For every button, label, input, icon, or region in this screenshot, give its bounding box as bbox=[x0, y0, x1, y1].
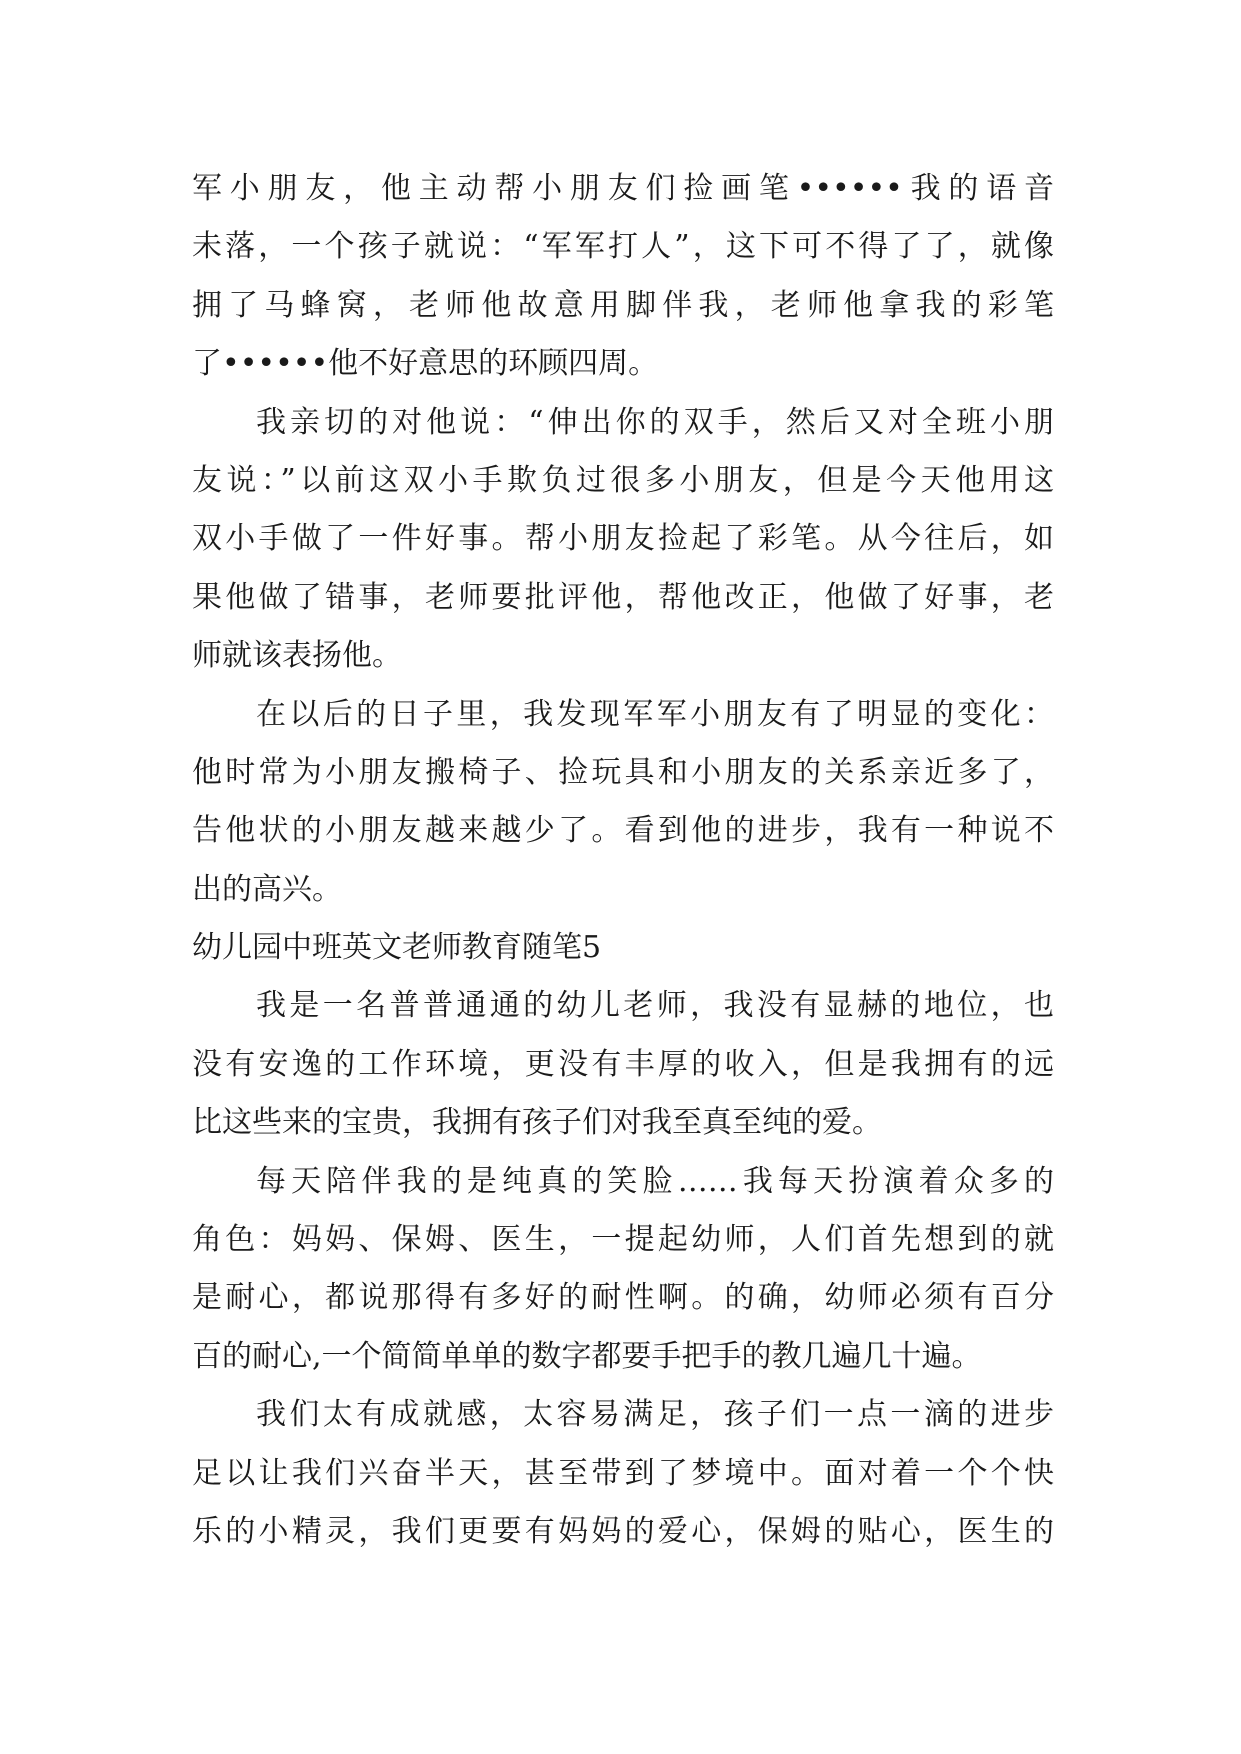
text-line: 友说：”以前这双小手欺负过很多小朋友，但是今天他用这 bbox=[192, 462, 1054, 498]
text-line: 每天陪伴我的是纯真的笑脸……我每天扮演着众多的 bbox=[256, 1163, 1054, 1199]
text-line: 师就该表扬他。 bbox=[192, 638, 402, 674]
paragraph bbox=[192, 160, 1054, 394]
text-line: 足以让我们兴奋半天，甚至带到了梦境中。面对着一个个快 bbox=[192, 1455, 1054, 1491]
text-line: 拥了马蜂窝，老师他故意用脚伴我，老师他拿我的彩笔 bbox=[192, 287, 1054, 323]
text-line: 角色：妈妈、保姆、医生，一提起幼师，人们首先想到的就 bbox=[192, 1222, 1054, 1258]
paragraph bbox=[192, 977, 1054, 1152]
text-line: 百的耐心,一个简简单单的数字都要手把手的教几遍几十遍。 bbox=[192, 1338, 982, 1374]
paragraph bbox=[192, 1386, 1054, 1561]
paragraph bbox=[192, 1153, 1054, 1387]
text-line: 他时常为小朋友搬椅子、捡玩具和小朋友的关系亲近多了， bbox=[192, 754, 1054, 790]
text-line: 没有安逸的工作环境，更没有丰厚的收入，但是我拥有的远 bbox=[192, 1046, 1054, 1082]
text-line: 乐的小精灵，我们更要有妈妈的爱心，保姆的贴心，医生的 bbox=[192, 1513, 1054, 1549]
text-line: 未落，一个孩子就说：“军军打人”，这下可不得了了，就像 bbox=[192, 229, 1054, 265]
text-line: 军小朋友，他主动帮小朋友们捡画笔••••••我的语音 bbox=[192, 171, 1054, 206]
paragraph bbox=[192, 394, 1054, 686]
text-line: 我是一名普普通通的幼儿老师，我没有显赫的地位，也 bbox=[256, 988, 1054, 1024]
text-line: 在以后的日子里，我发现军军小朋友有了明显的变化： bbox=[256, 696, 1054, 732]
paragraph bbox=[192, 686, 1054, 920]
text-line: 我亲切的对他说：“伸出你的双手，然后又对全班小朋 bbox=[256, 404, 1054, 440]
text-line: 双小手做了一件好事。帮小朋友捡起了彩笔。从今往后，如 bbox=[192, 521, 1054, 557]
text-line: 是耐心，都说那得有多好的耐性啊。的确，幼师必须有百分 bbox=[192, 1280, 1054, 1316]
text-line: 果他做了错事，老师要批评他，帮他改正，他做了好事，老 bbox=[192, 579, 1054, 615]
document-page bbox=[192, 160, 1054, 1561]
text-line: 了••••••他不好意思的环顾四周。 bbox=[192, 346, 659, 382]
text-line: 告他状的小朋友越来越少了。看到他的进步，我有一种说不 bbox=[192, 813, 1054, 849]
text-line: 出的高兴。 bbox=[192, 871, 342, 907]
section-heading: 幼儿园中班英文老师教育随笔5 bbox=[192, 930, 602, 966]
text-line: 我们太有成就感，太容易满足，孩子们一点一滴的进步 bbox=[256, 1397, 1054, 1433]
text-line: 比这些来的宝贵，我拥有孩子们对我至真至纯的爱。 bbox=[192, 1105, 882, 1141]
